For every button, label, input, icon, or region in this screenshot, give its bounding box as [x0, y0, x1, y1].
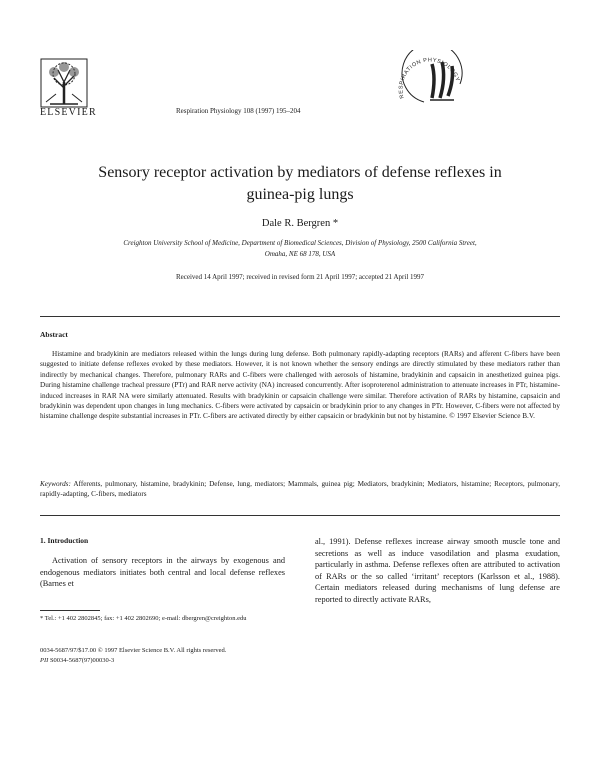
- journal-logo-icon: [384, 50, 476, 118]
- affiliation-line-2: Omaha, NE 68 178, USA: [264, 250, 336, 258]
- pii-value: S0034-5687(97)00030-3: [49, 657, 115, 664]
- elsevier-tree-icon: [40, 58, 88, 108]
- received-dates: Received 14 April 1997; received in revised form 21 April 1997; accepted 21 April 1997: [175, 273, 425, 281]
- journal-logo-text: RESPIRATION PHYSIOLOGY: [398, 57, 461, 100]
- column-left: [40, 536, 285, 590]
- article-title-line-2: guinea-pig lungs: [246, 186, 354, 203]
- introduction-text-right: al., 1991). Defense reflexes increase airway smooth muscle tone and secretions as well as induce vasodilation and plasma exudation, particularly in asthma. Defense reflexes often are attributed to activation of RARs or the so called ‘irritant’ receptors (Karlsson et al., 1988). Certain mediators released during mechanisms of lung defense are reported to directly activate RARs,: [315, 537, 560, 604]
- column-right: [315, 536, 560, 606]
- publisher-logo-text: ELSEVIER: [40, 107, 97, 118]
- abstract-body: [40, 349, 560, 422]
- introduction-text-left: Activation of sensory receptors in the airways by exogenous and endogenous mediators initiates both central and local defense reflexes (Barnes et: [40, 556, 285, 589]
- keywords: [40, 479, 560, 500]
- journal-reference: Respiration Physiology 108 (1997) 195–204: [176, 107, 301, 115]
- abstract-heading: Abstract: [40, 330, 68, 339]
- pii-line: [40, 656, 226, 666]
- article-title-line-1: Sensory receptor activation by mediators of defense reflexes in: [98, 164, 502, 181]
- copyright-line: 0034-5687/97/$17.00 © 1997 Elsevier Science B.V. All rights reserved.: [40, 647, 227, 654]
- footnote-divider: [40, 610, 100, 611]
- keywords-label: Keywords:: [40, 480, 71, 488]
- copyright-block: [40, 646, 226, 666]
- affiliation: [40, 238, 560, 260]
- introduction-heading: 1. Introduction: [40, 536, 89, 545]
- author: Dale R. Bergren *: [261, 218, 339, 229]
- article-title: [40, 162, 560, 206]
- divider-bottom: [40, 515, 560, 516]
- author-contact-footnote: * Tel.: +1 402 2802845; fax: +1 402 2802690; e-mail: dbergren@creighton.edu: [40, 615, 247, 622]
- abstract-paragraph: Histamine and bradykinin are mediators released within the lungs during lung defense. Both pulmonary rapidly-adapting receptors (RARs) and afferent C-fibers have been suggested to initiate defense reflexes evoked by these mediators. However, it is not known whether the sensory endings are directly stimulated by these mediators rather than indirectly by mechanical changes. Therefore, pulmonary RARs and C-fibers were challenged with aerosols of histamine, bradykinin and capsaicin in anesthetized guinea pigs. During histamine challenge tracheal pressure (PTr) and RAR nerve activity (NA) increased concurrently. After isoproterenol administration to attenuate increases in PTr, histamine-induced increases in RAR NA were similarly attenuated. Results with bradykinin or capsaicin challenge were similar. Therefore activation of RARs by histamine, capsaicin and bradykinin was dependent upon changes in lung mechanics. C-fibers were activated by capsaicin or bradykinin prior to any changes in PTr. However, C-fibers were not affected by histamine challenge despite substantial increases in PTr. C-fibers are activated directly by either capsaicin or bradykinin but not by histamine. © 1997 Elsevier Science B.V.: [40, 350, 560, 421]
- keywords-text: Afferents, pulmonary, histamine, bradykinin; Defense, lung, mediators; Mammals, guinea pig; Mediators, bradykinin; Mediators, histamine; Receptors, pulmonary, rapidly-adapting, C-fibers, mediators: [40, 480, 560, 499]
- affiliation-line-1: Creighton University School of Medicine, Department of Biomedical Sciences, Division of Physiology, 2500 California Street,: [123, 239, 477, 247]
- pii-label: PII: [40, 657, 49, 664]
- divider-top: [40, 316, 560, 317]
